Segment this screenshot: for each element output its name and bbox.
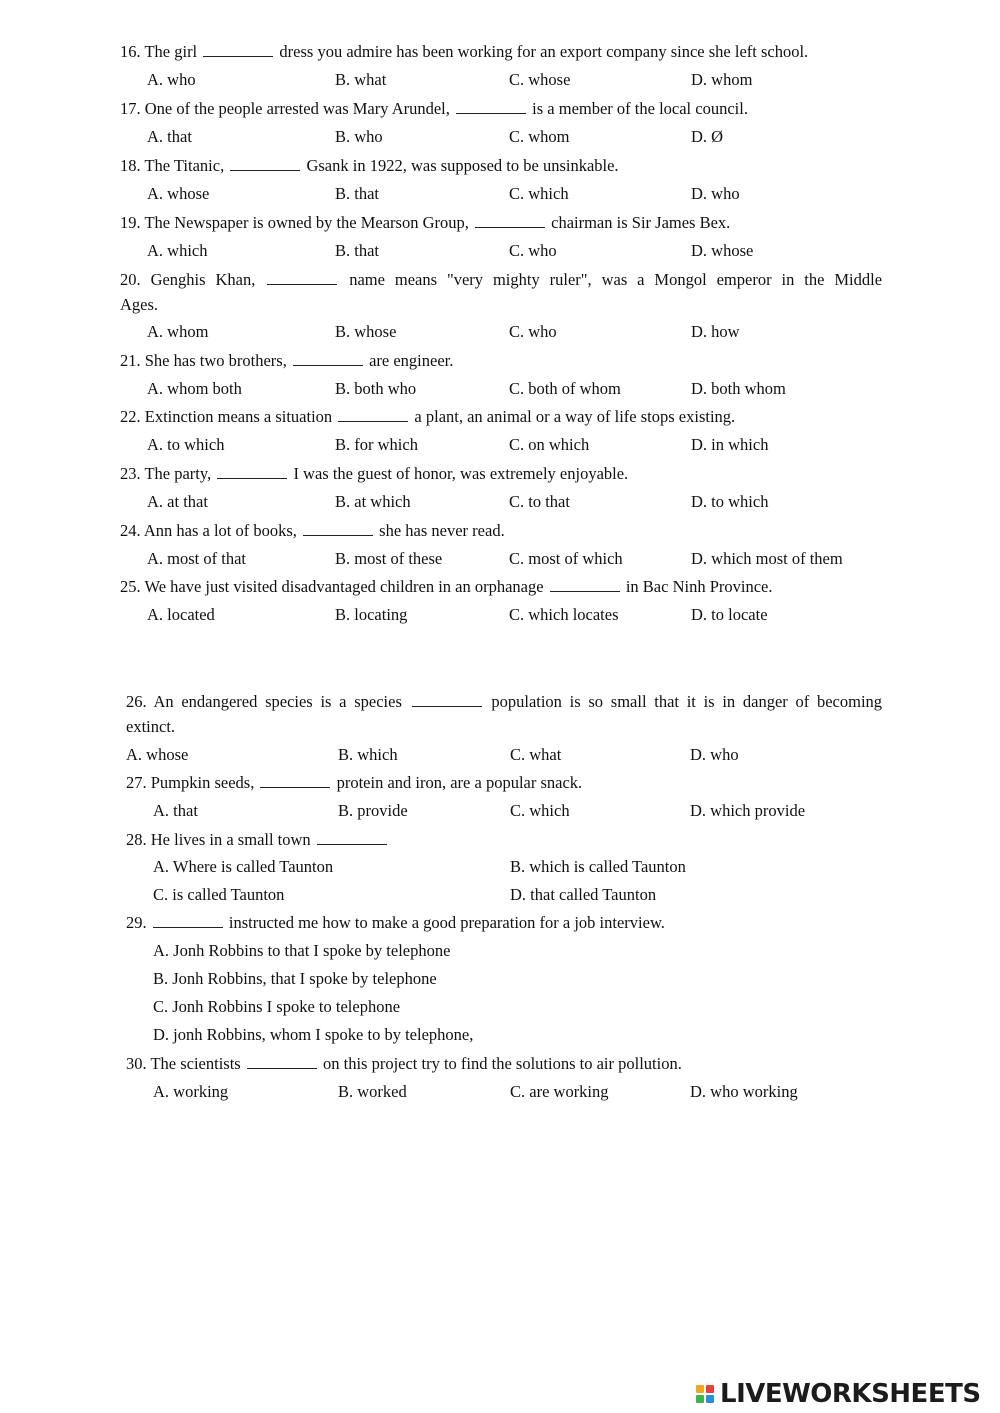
question-stem-start: He lives in a small town — [150, 830, 311, 849]
answer-option[interactable]: A. which — [147, 241, 208, 260]
answer-option[interactable]: C. Jonh Robbins I spoke to telephone — [153, 997, 401, 1016]
question-stem-start: An endangered species is a species — [153, 692, 402, 711]
question-28-text — [126, 830, 389, 850]
answer-option[interactable]: A. who — [147, 70, 196, 89]
liveworksheets-logo-icon — [696, 1385, 714, 1403]
answer-option[interactable]: B. Jonh Robbins, that I spoke by telephone — [153, 969, 437, 988]
answer-option[interactable]: C. which locates — [509, 605, 619, 624]
answer-option[interactable]: B. what — [335, 70, 387, 89]
answer-option[interactable]: D. in which — [691, 435, 769, 454]
answer-blank[interactable] — [303, 521, 373, 536]
answer-option[interactable]: B. which — [338, 745, 398, 764]
question-24-text — [120, 521, 505, 541]
question-number: 28. — [126, 830, 147, 849]
question-stem-start: The Newspaper is owned by the Mearson Group, — [144, 213, 469, 232]
answer-option[interactable]: A. most of that — [147, 549, 246, 568]
question-19-text — [120, 213, 730, 233]
answer-option[interactable]: D. who — [690, 745, 739, 764]
question-number: 21. — [120, 351, 141, 370]
answer-option[interactable]: C. is called Taunton — [153, 885, 285, 904]
answer-option[interactable]: A. whom both — [147, 379, 242, 398]
answer-option[interactable]: D. whom — [691, 70, 753, 89]
answer-option[interactable]: B. most of these — [335, 549, 443, 568]
question-stem-start: One of the people arrested was Mary Arundel, — [144, 99, 450, 118]
answer-option[interactable]: C. most of which — [509, 549, 623, 568]
answer-option[interactable]: A. working — [153, 1082, 229, 1101]
question-stem-end: are engineer. — [369, 351, 454, 370]
answer-blank[interactable] — [338, 407, 408, 422]
question-20-text — [120, 270, 882, 290]
question-16-text — [120, 42, 808, 62]
question-number: 24. — [120, 521, 141, 540]
answer-blank[interactable] — [317, 830, 387, 845]
question-17-text — [120, 99, 748, 119]
answer-option[interactable]: B. provide — [338, 801, 408, 820]
question-number: 17. — [120, 99, 141, 118]
question-number: 18. — [120, 156, 141, 175]
answer-option[interactable]: A. whom — [147, 322, 209, 341]
question-stem-start: The Titanic, — [144, 156, 225, 175]
question-number: 23. — [120, 464, 141, 483]
question-stem-start: Pumpkin seeds, — [150, 773, 255, 792]
question-stem-end: chairman is Sir James Bex. — [551, 213, 731, 232]
question-number: 30. — [126, 1054, 147, 1073]
answer-option[interactable]: B. that — [335, 241, 379, 260]
answer-blank[interactable] — [217, 464, 287, 479]
answer-option[interactable]: A. Where is called Taunton — [153, 857, 334, 876]
question-22-text — [120, 407, 735, 427]
answer-option[interactable]: C. who — [509, 241, 557, 260]
answer-option[interactable]: C. whose — [509, 70, 571, 89]
question-stem-end: in Bac Ninh Province. — [625, 577, 773, 596]
answer-option[interactable]: D. which most of them — [691, 549, 843, 568]
question-stem-start: She has two brothers, — [144, 351, 287, 370]
question-stem-end: protein and iron, are a popular snack. — [336, 773, 583, 792]
answer-blank[interactable] — [260, 773, 330, 788]
answer-option[interactable]: D. jonh Robbins, whom I spoke to by telephone, — [153, 1025, 474, 1044]
question-number: 25. — [120, 577, 141, 596]
question-number: 22. — [120, 407, 141, 426]
question-number: 20. — [120, 270, 141, 289]
question-stem-end: dress you admire has been working for an export company since she left school. — [279, 42, 809, 61]
question-continuation: Ages. — [120, 295, 159, 314]
answer-option[interactable]: B. for which — [335, 435, 418, 454]
question-number: 16. — [120, 42, 141, 61]
question-stem-start: Ann has a lot of books, — [143, 521, 297, 540]
question-number: 27. — [126, 773, 147, 792]
question-21-text — [120, 351, 453, 371]
answer-option[interactable]: B. both who — [335, 379, 417, 398]
answer-option[interactable]: D. to which — [691, 492, 769, 511]
question-stem-start: Extinction means a situation — [144, 407, 333, 426]
answer-option[interactable]: D. that called Taunton — [510, 885, 657, 904]
answer-option[interactable]: B. at which — [335, 492, 411, 511]
answer-option[interactable]: D. whose — [691, 241, 754, 260]
question-18-text — [120, 156, 619, 176]
answer-option[interactable]: B. which is called Taunton — [510, 857, 686, 876]
question-stem-end: population is so small that it is in danger of becoming — [491, 692, 883, 711]
logo-text: LIVEWORKSHEETS — [720, 1379, 981, 1409]
answer-blank[interactable] — [203, 42, 273, 57]
answer-option[interactable]: D. Ø — [691, 127, 724, 146]
answer-blank[interactable] — [267, 270, 337, 285]
question-23-text — [120, 464, 628, 484]
question-number: 19. — [120, 213, 141, 232]
answer-option[interactable]: C. whom — [509, 127, 570, 146]
answer-blank[interactable] — [550, 577, 620, 592]
answer-blank[interactable] — [475, 213, 545, 228]
answer-blank[interactable] — [456, 99, 526, 114]
question-stem-end: Gsank in 1922, was supposed to be unsinkable. — [306, 156, 619, 175]
question-stem-start: Genghis Khan, — [150, 270, 256, 289]
answer-blank[interactable] — [153, 913, 223, 928]
answer-option[interactable]: D. who working — [690, 1082, 798, 1101]
question-number: 26. — [126, 692, 147, 711]
answer-option[interactable]: C. to that — [509, 492, 570, 511]
question-26-text — [126, 692, 882, 712]
answer-option[interactable]: C. are working — [510, 1082, 609, 1101]
answer-blank[interactable] — [247, 1054, 317, 1069]
answer-option[interactable]: A. located — [147, 605, 215, 624]
answer-option[interactable]: A. Jonh Robbins to that I spoke by telephone — [153, 941, 451, 960]
answer-option[interactable]: A. at that — [147, 492, 208, 511]
question-stem-end: is a member of the local council. — [532, 99, 748, 118]
answer-option[interactable]: B. worked — [338, 1082, 407, 1101]
answer-option[interactable]: C. what — [510, 745, 562, 764]
answer-option[interactable]: B. whose — [335, 322, 397, 341]
answer-option[interactable]: D. to locate — [691, 605, 768, 624]
liveworksheets-logo — [696, 1379, 981, 1409]
answer-option[interactable]: D. both whom — [691, 379, 786, 398]
answer-option[interactable]: A. whose — [147, 184, 210, 203]
answer-option[interactable]: C. both of whom — [509, 379, 621, 398]
question-continuation: extinct. — [126, 717, 176, 736]
question-number: 29. — [126, 913, 147, 932]
question-stem-start: We have just visited disadvantaged children in an orphanage — [144, 577, 544, 596]
question-stem-end: a plant, an animal or a way of life stops existing. — [414, 407, 736, 426]
answer-option[interactable]: A. that — [153, 801, 198, 820]
question-29-text — [126, 913, 665, 933]
answer-blank[interactable] — [293, 351, 363, 366]
answer-option[interactable]: B. that — [335, 184, 379, 203]
answer-option[interactable]: B. who — [335, 127, 383, 146]
question-30-text — [126, 1054, 682, 1074]
answer-option[interactable]: C. which — [509, 184, 569, 203]
answer-blank[interactable] — [230, 156, 300, 171]
question-stem-end: name means "very mighty ruler", was a Mongol emperor in the Middle — [349, 270, 883, 289]
answer-option[interactable]: A. that — [147, 127, 192, 146]
answer-option[interactable]: D. how — [691, 322, 740, 341]
question-stem-end: instructed me how to make a good preparation for a job interview. — [228, 913, 665, 932]
answer-option[interactable]: A. whose — [126, 745, 189, 764]
question-stem-end: she has never read. — [379, 521, 505, 540]
answer-option[interactable]: A. to which — [147, 435, 225, 454]
question-stem-end: I was the guest of honor, was extremely enjoyable. — [293, 464, 629, 483]
answer-option[interactable]: C. which — [510, 801, 570, 820]
question-25-text — [120, 577, 772, 597]
question-stem-start: The scientists — [150, 1054, 241, 1073]
question-stem-end: on this project try to find the solutions to air pollution. — [322, 1054, 682, 1073]
question-stem-start: The girl — [144, 42, 198, 61]
answer-option[interactable]: B. locating — [335, 605, 408, 624]
question-27-text — [126, 773, 582, 793]
answer-option[interactable]: C. on which — [509, 435, 590, 454]
answer-option[interactable]: D. who — [691, 184, 740, 203]
answer-option[interactable]: D. which provide — [690, 801, 806, 820]
answer-blank[interactable] — [412, 692, 482, 707]
answer-option[interactable]: C. who — [509, 322, 557, 341]
question-stem-start: The party, — [144, 464, 212, 483]
